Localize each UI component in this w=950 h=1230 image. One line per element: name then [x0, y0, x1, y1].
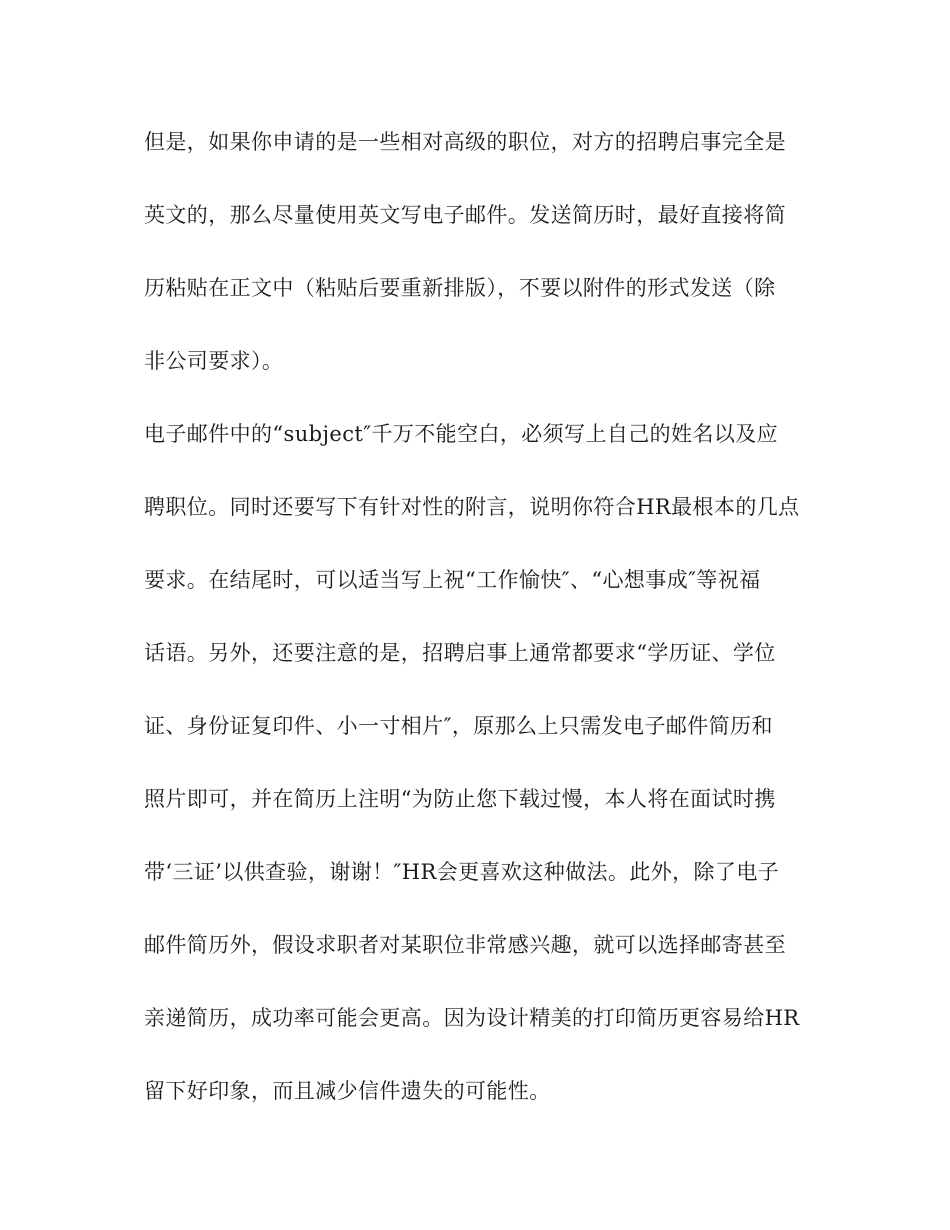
paragraph-1-line-1: 但是，如果你申请的是一些相对高级的职位，对方的招聘启事完全是	[144, 130, 786, 154]
paragraph-2-line-5: 证、身份证复印件、小一寸相片″，原那么上只需发电子邮件简历和	[144, 714, 773, 738]
paragraph-2-line-10: 留下好印象，而且减少信件遗失的可能性。	[144, 1079, 551, 1103]
paragraph-1-line-3: 历粘贴在正文中（粘贴后要重新排版），不要以附件的形式发送（除	[144, 276, 776, 300]
paragraph-2-line-3: 要求。在结尾时，可以适当写上祝“工作愉快″、“心想事成″等祝福	[144, 568, 761, 592]
paragraph-2-line-9: 亲递简历，成功率可能会更高。因为设计精美的打印简历更容易给HR	[144, 1006, 800, 1030]
paragraph-1-line-4: 非公司要求）。	[144, 349, 284, 373]
paragraph-2-line-7: 带‘三证’以供查验，谢谢！″HR会更喜欢这种做法。此外，除了电子	[144, 860, 780, 884]
paragraph-1-line-2: 英文的，那么尽量使用英文写电子邮件。发送简历时，最好直接将简	[144, 203, 786, 227]
paragraph-2-line-8: 邮件简历外，假设求职者对某职位非常感兴趣，就可以选择邮寄甚至	[144, 933, 786, 957]
paragraph-2-line-1: 电子邮件中的“subject″千万不能空白，必须写上自己的姓名以及应	[144, 422, 779, 446]
paragraph-2-line-6: 照片即可，并在简历上注明“为防止您下载过慢，本人将在面试时携	[144, 787, 776, 811]
paragraph-2-line-4: 话语。另外，还要注意的是，招聘启事上通常都要求“学历证、学位	[144, 641, 776, 665]
paragraph-2-line-2: 聘职位。同时还要写下有针对性的附言，说明你符合HR最根本的几点	[144, 495, 800, 519]
